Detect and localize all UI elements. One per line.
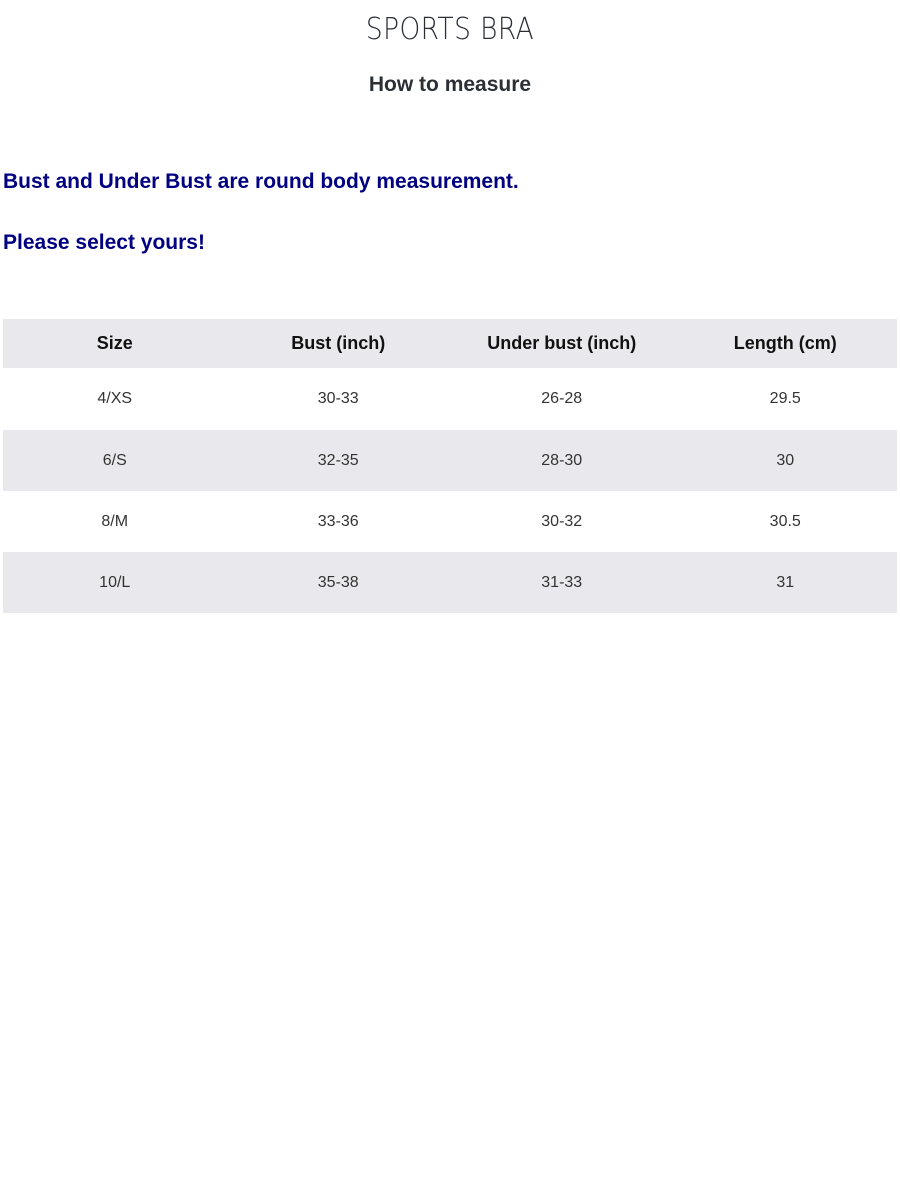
length-cell: 31 xyxy=(776,573,795,591)
bust-cell: 33-36 xyxy=(317,512,359,530)
under-bust-cell: 31-33 xyxy=(541,573,583,591)
table-header-row xyxy=(3,319,897,368)
under-bust-cell: 26-28 xyxy=(541,390,583,407)
size-cell: 6/S xyxy=(102,451,127,469)
table-row xyxy=(3,491,897,552)
measurement-note: Bust and Under Bust are round body measurement. xyxy=(3,170,519,193)
column-header-bust: Bust (inch) xyxy=(227,319,451,368)
size-chart-table xyxy=(3,319,897,613)
column-header-size: Size xyxy=(3,319,227,368)
length-cell: 30.5 xyxy=(769,512,801,530)
page-title: SPORTS BRA xyxy=(365,12,535,47)
size-cell: 10/L xyxy=(99,573,131,591)
column-header-under-bust: Under bust (inch) xyxy=(450,319,674,368)
bust-cell: 30-33 xyxy=(317,390,359,407)
table-row xyxy=(3,368,897,430)
size-cell: 8/M xyxy=(101,512,129,530)
table-row xyxy=(3,430,897,491)
under-bust-cell: 30-32 xyxy=(541,512,583,530)
bust-cell: 32-35 xyxy=(317,451,359,469)
column-header-length: Length (cm) xyxy=(674,319,898,368)
page-subtitle: How to measure xyxy=(368,73,532,96)
bust-cell: 35-38 xyxy=(317,573,359,591)
under-bust-cell: 28-30 xyxy=(541,451,583,469)
length-cell: 30 xyxy=(776,451,795,469)
table-row xyxy=(3,552,897,613)
size-cell: 4/XS xyxy=(97,390,133,407)
selection-prompt: Please select yours! xyxy=(3,231,205,254)
length-cell: 29.5 xyxy=(769,390,801,407)
